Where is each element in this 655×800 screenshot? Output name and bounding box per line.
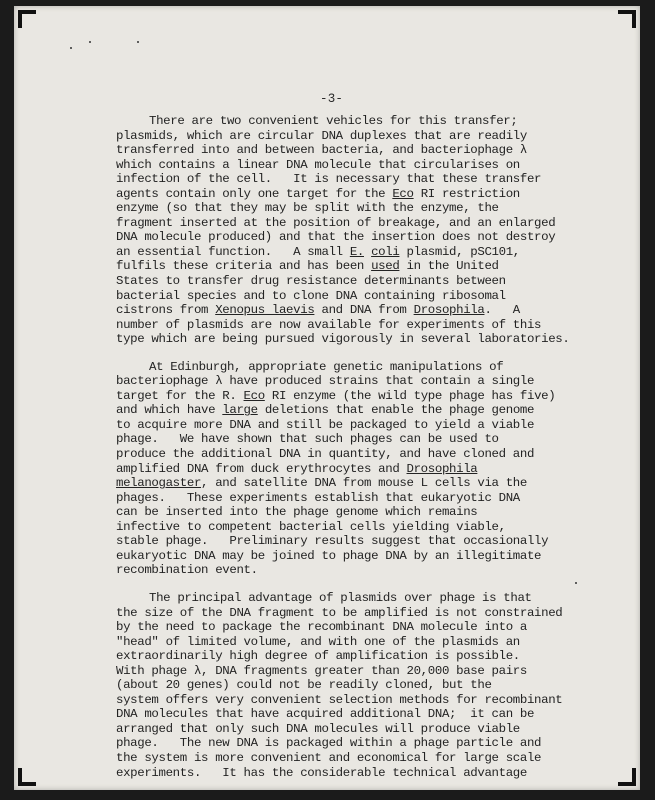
text-line: "head" of limited volume, and with one of the plasmids an (116, 634, 520, 649)
text-line: infective to competent bacterial cells yielding viable, (116, 519, 506, 534)
corner-mark-bottom-left (18, 768, 36, 786)
text-line: (about 20 genes) could not be readily cloned, but the (116, 678, 492, 693)
page-number: -3- (320, 92, 344, 106)
dust-speck (70, 47, 72, 49)
text-line: fulfils these criteria and has been used in the United (116, 259, 499, 274)
dust-speck (137, 41, 139, 43)
text-line: With phage λ, DNA fragments greater than 20,000 base pairs (116, 663, 527, 678)
text-line: an essential function. A small E. coli plasmid, pSC101, (116, 244, 520, 259)
text-line: enzyme (so that they may be split with the enzyme, the (116, 201, 499, 216)
text-line: amplified DNA from duck erythrocytes and Drosophila (116, 461, 478, 476)
body-text (116, 114, 616, 780)
text-line: type which are being pursued vigorously in several laboratories. (116, 332, 570, 347)
text-line: by the need to package the recombinant DNA molecule into a (116, 620, 527, 635)
text-line: DNA molecule produced) and that the insertion does not destroy (116, 230, 556, 245)
text-line: The principal advantage of plasmids over phage is that (149, 590, 532, 605)
corner-mark-top-right (618, 10, 636, 28)
text-line: agents contain only one target for the Eco RI restriction (116, 186, 520, 201)
text-line: phage. The new DNA is packaged within a phage particle and (116, 736, 542, 751)
text-line: infection of the cell. It is necessary that these transfer (116, 172, 542, 187)
text-line: bacteriophage λ have produced strains that contain a single (116, 374, 535, 389)
text-line: cistrons from Xenopus laevis and DNA from Drosophila. A (116, 303, 520, 318)
text-line: to acquire more DNA and still be packaged to yield a viable (116, 417, 535, 432)
text-line: transferred into and between bacteria, and bacteriophage λ (116, 143, 527, 158)
text-line: There are two convenient vehicles for this transfer; (149, 114, 518, 128)
dust-speck (89, 41, 91, 43)
text-line: fragment inserted at the position of breakage, and an enlarged (116, 215, 556, 230)
text-line: States to transfer drug resistance determinants between (116, 274, 506, 289)
text-line: number of plasmids are now available for experiments of this (116, 317, 542, 332)
text-line: recombination event. (116, 563, 258, 578)
text-line: the size of the DNA fragment to be amplified is not constrained (116, 605, 563, 620)
text-line: can be inserted into the phage genome which remains (116, 505, 478, 520)
text-line: At Edinburgh, appropriate genetic manipulations of (149, 359, 504, 374)
text-line: produce the additional DNA in quantity, and have cloned and (116, 447, 535, 462)
text-line: phages. These experiments establish that eukaryotic DNA (116, 490, 520, 505)
text-line: extraordinarily high degree of amplification is possible. (116, 649, 520, 664)
text-line: melanogaster, and satellite DNA from mouse L cells via the (116, 476, 527, 491)
text-line: eukaryotic DNA may be joined to phage DNA by an illegitimate (116, 548, 542, 563)
text-line: stable phage. Preliminary results suggest that occasionally (116, 534, 549, 549)
text-line: experiments. It has the considerable technical advantage (116, 765, 527, 780)
text-line: system offers very convenient selection methods for recombinant (116, 692, 563, 707)
text-line: which contains a linear DNA molecule that circularises on (116, 157, 520, 172)
text-line: the system is more convenient and economical for large scale (116, 750, 542, 765)
text-line: and which have large deletions that enable the phage genome (116, 403, 535, 418)
text-line: DNA molecules that have acquired additional DNA; it can be (116, 707, 535, 722)
text-line: phage. We have shown that such phages can be used to (116, 432, 499, 447)
text-line: plasmids, which are circular DNA duplexes that are readily (116, 128, 527, 143)
text-line: bacterial species and to clone DNA containing ribosomal (116, 288, 506, 303)
text-line: target for the R. Eco RI enzyme (the wild type phage has five) (116, 388, 556, 403)
text-line: arranged that only such DNA molecules will produce viable (116, 721, 520, 736)
corner-mark-top-left (18, 10, 36, 28)
corner-mark-bottom-right (618, 768, 636, 786)
